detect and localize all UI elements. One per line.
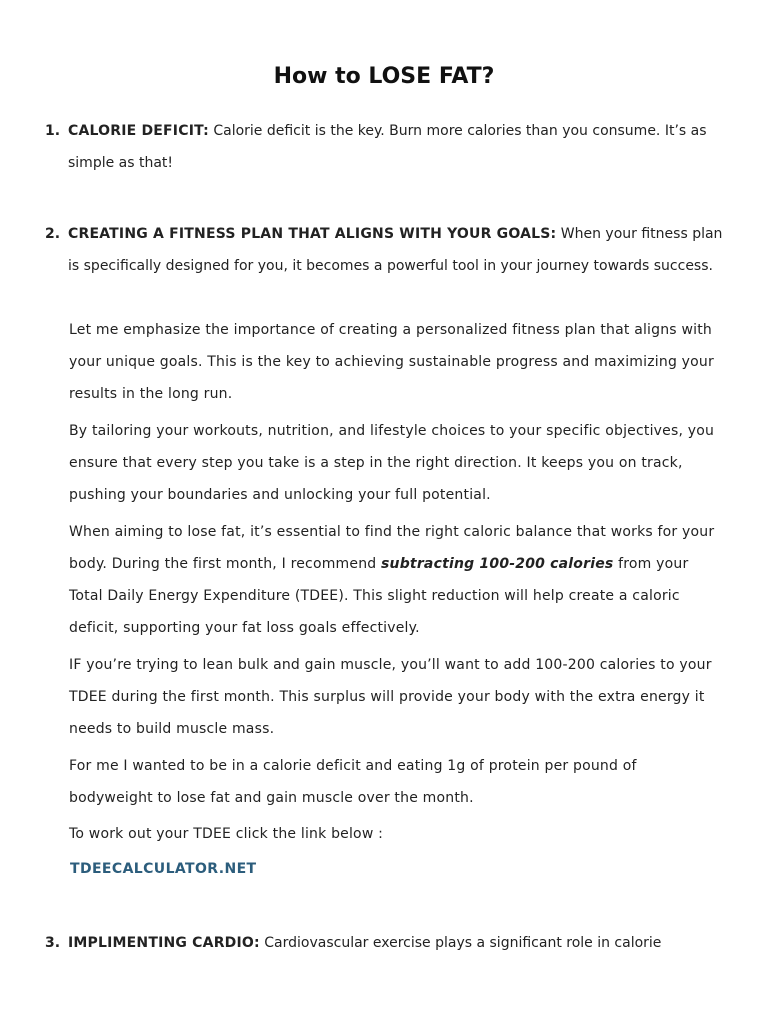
paragraph-personal-goal: For me I wanted to be in a calorie deficit and eating 1g of protein per pound of bodyweight to lose fat and gain muscle over the month. (69, 758, 637, 806)
item-body: When your fitness plan is specifically designed for you, it becomes a powerful tool in your journey towards success. (68, 226, 723, 274)
item-heading: CREATING A FITNESS PLAN THAT ALIGNS WITH YOUR GOALS: (68, 226, 557, 242)
page-title: How to LOSE FAT? (273, 64, 495, 89)
paragraph-personalized-plan: Let me emphasize the importance of creating a personalized fitness plan that aligns with your unique goals. This is the key to achieving sustainable progress and maximizing your results in the long run. (69, 322, 714, 402)
item-heading: CALORIE DEFICIT: (68, 123, 209, 139)
list-number: 3. (45, 935, 61, 951)
paragraph-text: When aiming to lose fat, it’s essential to find the right caloric balance that works for your body. During the first month, I recommend (69, 524, 715, 572)
paragraph-tdee-instruction: To work out your TDEE click the link below : (69, 826, 384, 842)
emphasized-text: subtracting 100-200 calories (381, 556, 614, 572)
list-item-text (68, 218, 728, 282)
item-heading: IMPLIMENTING CARDIO: (68, 935, 260, 951)
item-body: Calorie deficit is the key. Burn more calories than you consume. It’s as simple as that! (68, 123, 707, 171)
item-body: Cardiovascular exercise plays a significant role in calorie (259, 935, 662, 951)
list-number: 1. (45, 123, 61, 139)
paragraph-caloric-balance (69, 516, 725, 644)
tdee-calculator-link[interactable]: TDEECALCULATOR.NET (70, 861, 257, 877)
paragraph-tailoring: By tailoring your workouts, nutrition, and lifestyle choices to your specific objectives, you ensure that every step you take is a step in the right direction. It keeps you on track, pushing your boundaries and unlocking your full potential. (69, 423, 715, 503)
list-item-text (68, 927, 728, 959)
list-number: 2. (45, 226, 61, 242)
paragraph-lean-bulk: IF you’re trying to lean bulk and gain muscle, you’ll want to add 100-200 calories to your TDEE during the first month. This surplus will provide your body with the extra energy it needs to build muscle mass. (69, 657, 712, 737)
list-item-text (68, 115, 728, 179)
paragraph-text: from your Total Daily Energy Expenditure (TDEE). This slight reduction will help create a caloric deficit, supporting your fat loss goals effectively. (69, 556, 689, 636)
